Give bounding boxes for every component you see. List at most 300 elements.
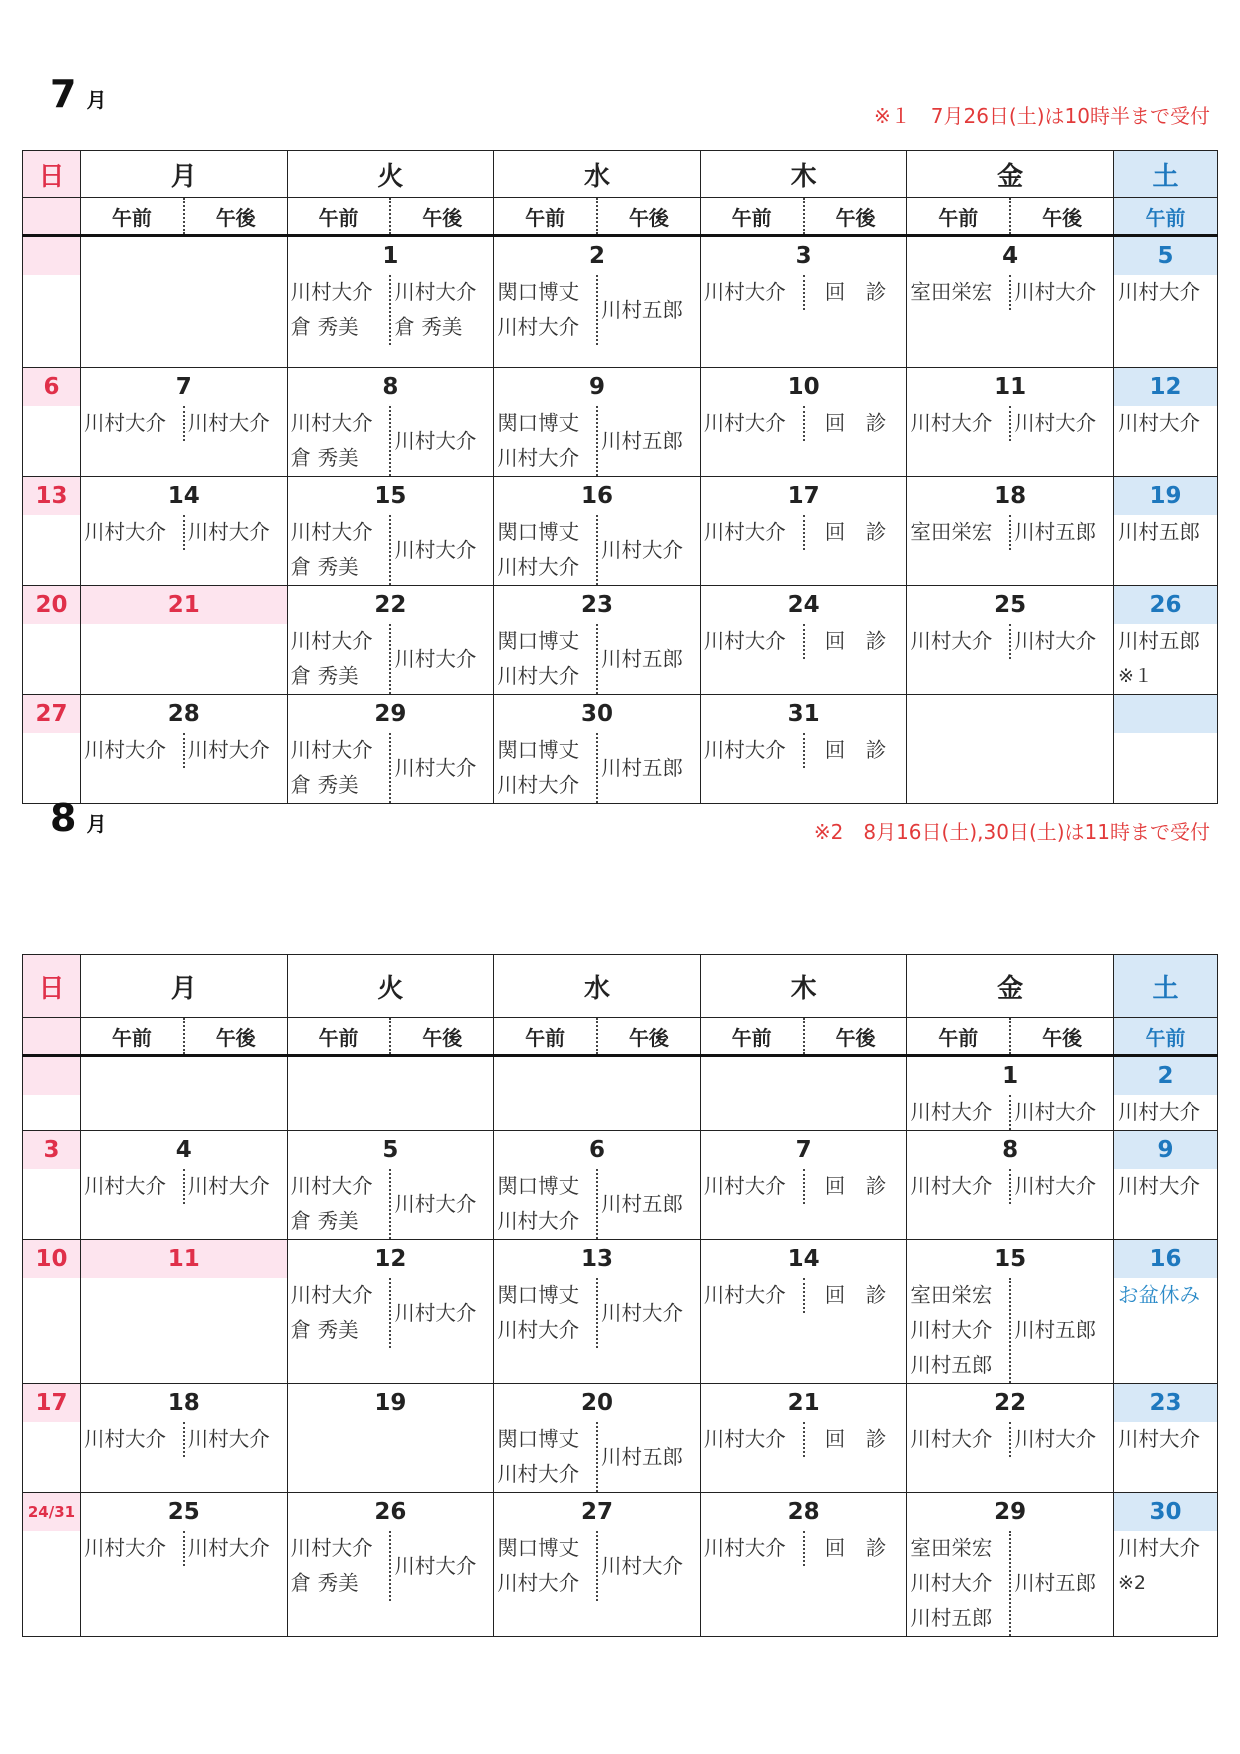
week-row: [23, 236, 1218, 368]
doctor-name: 川村大介: [394, 1300, 477, 1325]
morning-doctors: [907, 1422, 1011, 1457]
morning-doctors: [81, 406, 185, 441]
saturday-cell: [1114, 586, 1218, 695]
day-cell-content: [81, 368, 287, 441]
date-number: 14: [787, 1246, 820, 1272]
day-cell: [81, 1056, 288, 1131]
date-number: 28: [167, 701, 200, 727]
day-body: [288, 515, 494, 585]
doctor-name: 川村五郎: [1014, 1318, 1097, 1342]
afternoon-doctors: [598, 733, 700, 803]
ampm-header-row: [23, 1018, 1218, 1056]
date-number: [81, 1057, 287, 1095]
date-number: 20: [23, 586, 80, 624]
day-cell-content: [701, 695, 907, 768]
day-cell-content: [494, 368, 700, 476]
morning-doctors: [288, 733, 392, 803]
afternoon-doctors: [598, 1278, 700, 1348]
day-cell: [494, 586, 701, 695]
afternoon-doctors: [1011, 275, 1113, 310]
date-number: 29: [994, 1499, 1027, 1525]
day-cell-content: [23, 586, 80, 624]
day-body: [81, 1169, 287, 1204]
day-cell: [494, 236, 701, 368]
day-cell: [700, 1240, 907, 1384]
day-body: [494, 275, 700, 345]
day-body: [907, 406, 1113, 441]
day-body: [701, 1278, 907, 1313]
date-number: 16: [580, 483, 613, 509]
doctor-name: 倉 秀美: [290, 555, 359, 579]
afternoon-doctors: [598, 1169, 700, 1239]
date-number: 8: [382, 374, 399, 400]
am-label: 午前: [288, 198, 392, 234]
doctor-name: 倉 秀美: [290, 1571, 359, 1595]
day-body: [81, 733, 287, 768]
day-cell-content: [1114, 1131, 1217, 1204]
doctor-name: 川村大介: [187, 411, 270, 435]
day-cell: [907, 586, 1114, 695]
date-number: 30: [1114, 1493, 1217, 1531]
doctor-name: 川村大介: [910, 1427, 993, 1451]
morning-doctors: [701, 275, 805, 310]
day-cell: [81, 1240, 288, 1384]
date-number: 7: [175, 374, 192, 400]
doctor-name: 室田栄宏: [910, 280, 993, 304]
day-cell: [907, 1131, 1114, 1240]
afternoon-doctors: [1011, 1169, 1113, 1204]
day-cell-content: [23, 477, 80, 515]
afternoon-doctors: [598, 275, 700, 345]
am-label: 午前: [81, 198, 185, 234]
saturday-cell: [1114, 477, 1218, 586]
doctor-name: 川村五郎: [600, 1444, 683, 1469]
day-cell-content: [701, 477, 907, 550]
afternoon-doctors: [391, 624, 493, 694]
date-number: 3: [23, 1131, 80, 1169]
doctor-name: 倉 秀美: [290, 773, 359, 797]
weekday-thu: 木: [700, 151, 907, 198]
doctor-name: 川村大介: [84, 738, 166, 762]
morning-doctors: [907, 515, 1011, 550]
saturday-cell: [1114, 1240, 1218, 1384]
date-number: 1: [1002, 1063, 1019, 1089]
doctor-name: 川村大介: [497, 664, 580, 688]
day-body: [288, 1531, 494, 1601]
morning-doctors: [288, 406, 392, 476]
doctor-name: 回 診: [824, 738, 887, 762]
date-number: [701, 1057, 907, 1095]
day-cell: [287, 1240, 494, 1384]
day-cell: [907, 1056, 1114, 1131]
pm-label: 午後: [1042, 1025, 1083, 1050]
am-label: 午前: [81, 1018, 185, 1054]
afternoon-doctors: [391, 275, 493, 345]
doctor-name: 川村大介: [703, 1427, 786, 1451]
date-number: 17: [23, 1384, 80, 1422]
doctor-name: 回 診: [824, 520, 887, 544]
weekday-tue: 火: [287, 151, 494, 198]
date-number: 18: [167, 1390, 200, 1416]
day-body: [907, 624, 1113, 659]
date-number: 3: [795, 243, 812, 269]
day-cell: [287, 236, 494, 368]
day-cell: [81, 1384, 288, 1493]
month-unit: 月: [86, 88, 107, 112]
afternoon-doctors: [185, 1531, 287, 1566]
pm-label: 午後: [835, 205, 876, 230]
doctor-name: 関口博丈: [497, 1283, 580, 1307]
doctor-name: 川村大介: [394, 1553, 477, 1578]
day-cell-content: [23, 368, 80, 406]
sunday-cell: [23, 236, 81, 368]
day-cell-content: [701, 1131, 907, 1204]
date-number: 2: [1114, 1057, 1217, 1095]
morning-doctors: [907, 1169, 1011, 1204]
day-cell-content: [288, 1240, 494, 1348]
date-number: 24/31: [23, 1493, 80, 1531]
doctor-name: 川村大介: [600, 1300, 683, 1325]
day-cell-content: [907, 477, 1113, 550]
day-body: [494, 1422, 700, 1492]
date-number: 15: [374, 483, 407, 509]
day-cell-content: [494, 237, 700, 345]
day-cell-content: [1114, 1057, 1217, 1130]
note-mark: ※2: [1118, 1572, 1147, 1594]
weekday-header-row: [23, 151, 1218, 198]
morning-doctors: [907, 1095, 1011, 1130]
week-row: [23, 1240, 1218, 1384]
doctor-name: 関口博丈: [497, 1174, 580, 1198]
doctor-name: 川村大介: [497, 315, 580, 339]
morning-doctors: [81, 1531, 185, 1566]
afternoon-doctors: [185, 515, 287, 550]
afternoon-doctors: [805, 1169, 907, 1204]
morning-doctors: [288, 624, 392, 694]
doctor-name: 倉 秀美: [290, 664, 359, 688]
pm-label: 午後: [215, 1025, 256, 1050]
saturday-cell: [1114, 1056, 1218, 1131]
day-cell-content: [288, 1493, 494, 1601]
afternoon-doctors: [1011, 624, 1113, 659]
doctor-name: 川村大介: [1014, 1174, 1097, 1198]
day-cell-content: [701, 1057, 907, 1095]
doctor-name: 川村大介: [600, 537, 683, 562]
saturday-doctors: [1114, 1169, 1217, 1204]
day-cell: [287, 1493, 494, 1637]
date-number: 26: [1114, 586, 1217, 624]
doctor-name: 室田栄宏: [910, 1283, 993, 1307]
afternoon-doctors: [1011, 1422, 1113, 1457]
afternoon-doctors: [185, 1422, 287, 1457]
doctor-name: 川村五郎: [1014, 520, 1097, 544]
am-label: 午前: [288, 1018, 392, 1054]
day-body: [494, 1278, 700, 1348]
afternoon-doctors: [805, 406, 907, 441]
day-cell-content: [907, 1493, 1113, 1636]
doctor-name: 川村大介: [1118, 1427, 1200, 1451]
afternoon-doctors: [391, 515, 493, 585]
day-cell-content: [494, 1131, 700, 1239]
am-label: 午前: [701, 1018, 805, 1054]
day-cell-content: [494, 586, 700, 694]
saturday-doctors: [1114, 515, 1217, 550]
day-cell: [494, 368, 701, 477]
morning-doctors: [494, 1531, 598, 1601]
date-number: 19: [1114, 477, 1217, 515]
doctor-name: 関口博丈: [497, 411, 580, 435]
doctor-name: 関口博丈: [497, 520, 580, 544]
doctor-name: 川村大介: [290, 1536, 373, 1560]
day-cell-content: [1114, 237, 1217, 310]
doctor-name: 室田栄宏: [910, 1536, 993, 1560]
am-label: 午前: [701, 198, 805, 234]
date-number: 12: [1114, 368, 1217, 406]
doctor-name: 川村五郎: [910, 1606, 993, 1630]
morning-doctors: [494, 1422, 598, 1492]
afternoon-doctors: [805, 1531, 907, 1566]
doctor-name: 川村大介: [703, 520, 786, 544]
month-number: 8: [50, 796, 77, 840]
doctor-name: 川村大介: [1118, 1536, 1200, 1560]
month-title-august: [50, 796, 106, 840]
month-title-july: [50, 72, 106, 116]
day-cell-content: [701, 368, 907, 441]
saturday-doctors: [1114, 1422, 1217, 1457]
date-number: 18: [994, 483, 1027, 509]
day-cell: [287, 586, 494, 695]
date-number: 5: [1114, 237, 1217, 275]
doctor-name: 川村大介: [910, 629, 993, 653]
date-number: 23: [580, 592, 613, 618]
calendar-august: [22, 954, 1218, 1637]
day-cell-content: [81, 695, 287, 768]
date-number: [494, 1057, 700, 1095]
saturday-cell: [1114, 1384, 1218, 1493]
doctor-name: 川村大介: [84, 1427, 166, 1451]
doctor-name: 川村大介: [497, 1209, 580, 1233]
day-body: [81, 1531, 287, 1566]
day-body: [494, 733, 700, 803]
day-cell: [907, 1240, 1114, 1384]
pm-label: 午後: [1042, 205, 1083, 230]
month-number: 7: [50, 72, 77, 116]
day-cell: [494, 477, 701, 586]
date-number: 25: [994, 592, 1027, 618]
week-row: [23, 1056, 1218, 1131]
doctor-name: 川村大介: [394, 428, 477, 453]
saturday-cell: [1114, 1493, 1218, 1637]
doctor-name: 川村大介: [497, 773, 580, 797]
day-cell-content: [23, 1493, 80, 1531]
doctor-name: 倉 秀美: [290, 1209, 359, 1233]
date-number: 31: [787, 701, 820, 727]
date-number: 11: [81, 1240, 287, 1278]
morning-doctors: [701, 1531, 805, 1566]
doctor-name: 川村大介: [187, 1174, 270, 1198]
pm-label: 午後: [835, 1025, 876, 1050]
day-cell: [81, 368, 288, 477]
doctor-name: 川村大介: [290, 520, 373, 544]
morning-doctors: [907, 1531, 1011, 1636]
afternoon-doctors: [805, 1422, 907, 1457]
doctor-name: 川村大介: [290, 629, 373, 653]
day-cell-content: [288, 1057, 494, 1095]
doctor-name: 川村大介: [910, 1571, 993, 1595]
day-cell-content: [1114, 368, 1217, 441]
afternoon-doctors: [598, 515, 700, 585]
am-label: 午前: [907, 198, 1011, 234]
morning-doctors: [494, 733, 598, 803]
morning-doctors: [907, 275, 1011, 310]
calendar-july: [22, 150, 1218, 804]
day-cell: [81, 236, 288, 368]
doctor-name: 川村大介: [394, 646, 477, 671]
date-number: 23: [1114, 1384, 1217, 1422]
day-cell-content: [81, 1493, 287, 1566]
day-cell: [907, 477, 1114, 586]
afternoon-doctors: [598, 1422, 700, 1492]
day-cell-content: [81, 477, 287, 550]
afternoon-doctors: [185, 406, 287, 441]
morning-doctors: [907, 624, 1011, 659]
date-number: 5: [382, 1137, 399, 1163]
date-number: 10: [787, 374, 820, 400]
day-cell: [700, 368, 907, 477]
day-body: [494, 1531, 700, 1601]
day-cell-content: [701, 1493, 907, 1566]
day-cell-content: [23, 1384, 80, 1422]
date-number: 8: [1002, 1137, 1019, 1163]
day-cell-content: [1114, 477, 1217, 550]
afternoon-doctors: [391, 406, 493, 476]
day-cell-content: [1114, 586, 1217, 694]
sat-am-label: 午前: [1114, 1018, 1218, 1056]
doctor-name: 川村五郎: [600, 1191, 683, 1216]
doctor-name: 川村大介: [187, 738, 270, 762]
sunday-cell: [23, 1493, 81, 1637]
day-cell: [700, 1131, 907, 1240]
date-number: 21: [787, 1390, 820, 1416]
day-cell: [81, 1493, 288, 1637]
day-body: [288, 733, 494, 803]
weekday-sun: 日: [23, 955, 81, 1018]
day-cell-content: [494, 1384, 700, 1492]
date-number: 4: [1002, 243, 1019, 269]
doctor-name: 室田栄宏: [910, 520, 993, 544]
pm-label: 午後: [422, 1025, 463, 1050]
afternoon-doctors: [598, 406, 700, 476]
doctor-name: 回 診: [824, 280, 887, 304]
doctor-name: 川村大介: [910, 411, 993, 435]
date-number: 1: [382, 243, 399, 269]
note-mark: ※１: [1118, 665, 1153, 687]
saturday-cell: [1114, 695, 1218, 804]
day-body: [494, 1169, 700, 1239]
day-body: [494, 406, 700, 476]
doctor-name: 川村五郎: [1118, 520, 1200, 544]
doctor-name: 回 診: [824, 1427, 887, 1451]
day-cell-content: [907, 1057, 1113, 1130]
date-number: 2: [588, 243, 605, 269]
day-cell: [700, 477, 907, 586]
weekday-mon: 月: [81, 151, 288, 198]
doctor-name: 川村大介: [394, 755, 477, 780]
morning-doctors: [907, 406, 1011, 441]
date-number: 15: [994, 1246, 1027, 1272]
morning-doctors: [494, 1278, 598, 1348]
day-cell-content: [907, 586, 1113, 659]
week-row: [23, 586, 1218, 695]
morning-doctors: [494, 515, 598, 585]
day-cell: [494, 695, 701, 804]
doctor-name: 関口博丈: [497, 1427, 580, 1451]
day-cell-content: [701, 1240, 907, 1313]
doctor-name: 川村大介: [84, 411, 166, 435]
day-cell-content: [81, 586, 287, 624]
date-number: 22: [994, 1390, 1027, 1416]
doctor-name: 川村大介: [290, 1174, 373, 1198]
day-cell: [81, 1131, 288, 1240]
doctor-name: 川村大介: [187, 520, 270, 544]
morning-doctors: [701, 515, 805, 550]
morning-doctors: [701, 1278, 805, 1313]
doctor-name: 川村五郎: [1014, 1571, 1097, 1595]
day-cell-content: [23, 237, 80, 275]
morning-doctors: [701, 1169, 805, 1204]
day-cell-content: [23, 1240, 80, 1278]
day-cell-content: [288, 1131, 494, 1239]
day-body: [288, 1278, 494, 1348]
date-number: 9: [588, 374, 605, 400]
doctor-name: 川村大介: [394, 537, 477, 562]
afternoon-doctors: [185, 1169, 287, 1204]
day-cell: [700, 1493, 907, 1637]
doctor-name: 川村大介: [1014, 629, 1097, 653]
doctor-name: 川村大介: [703, 411, 786, 435]
day-cell-content: [907, 1384, 1113, 1457]
morning-doctors: [494, 406, 598, 476]
day-cell-content: [81, 1240, 287, 1278]
saturday-cell: [1114, 236, 1218, 368]
saturday-doctors: [1114, 624, 1217, 694]
day-cell-content: [81, 1384, 287, 1457]
doctor-name: 倉 秀美: [290, 446, 359, 470]
sunday-cell: [23, 695, 81, 804]
day-cell: [287, 1384, 494, 1493]
doctor-name: 川村五郎: [600, 428, 683, 453]
doctor-name: 川村五郎: [600, 297, 683, 322]
day-cell: [907, 236, 1114, 368]
day-cell-content: [907, 237, 1113, 310]
afternoon-doctors: [185, 733, 287, 768]
day-cell: [700, 236, 907, 368]
date-number: 13: [23, 477, 80, 515]
afternoon-doctors: [1011, 1531, 1113, 1636]
morning-doctors: [701, 624, 805, 659]
day-body: [81, 1422, 287, 1457]
day-cell-content: [494, 1057, 700, 1095]
doctor-name: 倉 秀美: [290, 1318, 359, 1342]
day-body: [81, 515, 287, 550]
doctor-name: 倉 秀美: [290, 315, 359, 339]
afternoon-doctors: [805, 515, 907, 550]
weekday-wed: 水: [494, 151, 701, 198]
doctor-name: 川村大介: [187, 1536, 270, 1560]
day-cell-content: [1114, 1240, 1217, 1313]
week-row: [23, 368, 1218, 477]
afternoon-doctors: [805, 275, 907, 310]
